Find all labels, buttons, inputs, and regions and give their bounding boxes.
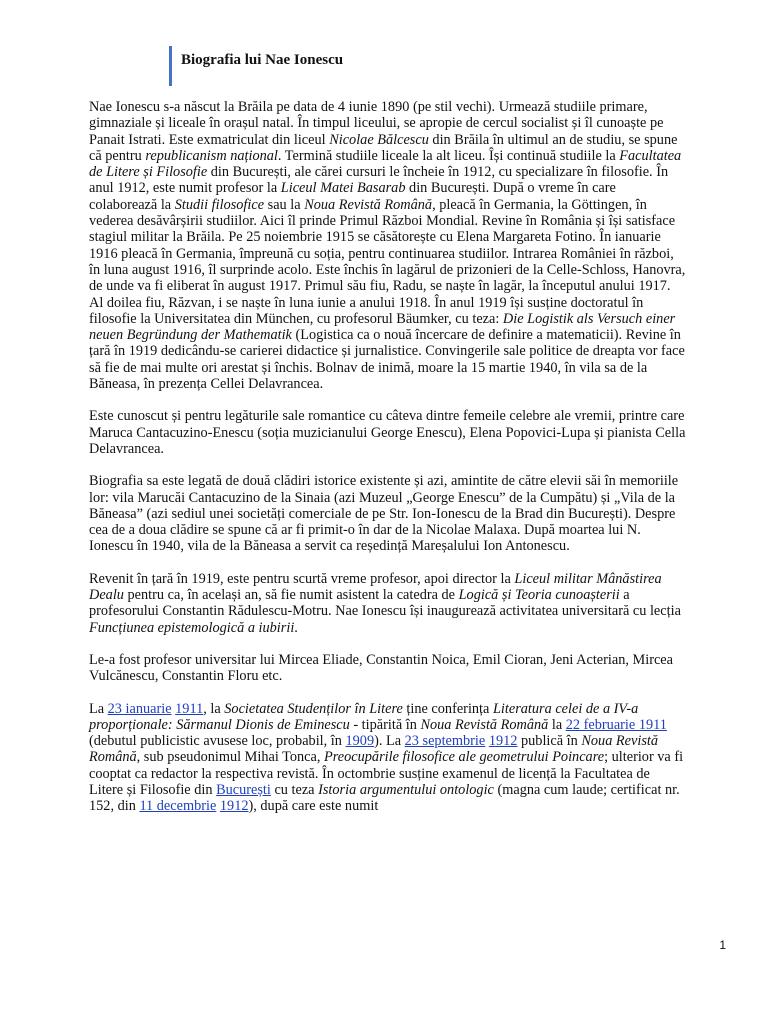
text-run: ). La: [374, 733, 405, 750]
link-23-ianuarie[interactable]: 23 ianuarie: [107, 700, 172, 717]
text-run: pentru ca, în același an, să fie numit asistent la catedra de: [123, 587, 459, 604]
text-run: .: [294, 619, 298, 636]
text-run: Revenit în țară în 1919, este pentru scurtă vreme profesor, apoi director la: [89, 570, 515, 587]
text-run: - tipărită în: [349, 716, 421, 733]
paragraph-biography: [89, 99, 686, 392]
text-run: ține conferința: [402, 700, 493, 717]
text-run: din Brăila în ultimul an de studiu, se spune că pentru: [89, 131, 678, 164]
text-run: cu teza: [270, 781, 319, 798]
italic-run: Literatura celei de a IV-a proporționale: Sărmanul Dionis de Eminescu: [89, 700, 639, 733]
paragraph-students: Le-a fost profesor universitar lui Mircea Eliade, Constantin Noica, Emil Cioran, Jeni Acterian, Mircea Vulcănescu, Constantin Floru etc.: [89, 651, 674, 685]
paragraph-career: [89, 571, 686, 636]
text-run: ), după care este numit: [248, 798, 379, 815]
italic-run: Die Logistik als Versuch einer neuen Begründung der Mathematik: [89, 310, 676, 344]
text-run: (Logistica ca o nouă încercare de definire a matematicii). Revine în țară în 1919 dedicându-se carierei didactice și jurnalistice. Convingerile sale politice de dreapta vor face să fie de mai multe ori arestat și închis. Bolnav de inimă, moare la 15 martie 1940, în vila sa de la Băneasa, în prezența Cellei Delavrancea.: [89, 327, 685, 393]
text-run: la: [548, 716, 566, 733]
italic-run: Noua Revistă Română: [420, 716, 549, 733]
italic-run: Noua Revistă Română: [89, 733, 659, 766]
italic-run: republicanism național: [145, 147, 278, 164]
italic-run: Studii filosofice: [174, 196, 265, 213]
text-run: La: [89, 700, 108, 717]
text-run: (magna cum laude; certificat nr. 152, din: [89, 781, 680, 815]
link-1909[interactable]: 1909: [345, 733, 375, 750]
italic-run: Istoria argumentului ontologic: [318, 781, 494, 798]
text-run: sau la: [264, 196, 305, 213]
italic-run: Facultatea de Litere și Filosofie: [89, 147, 682, 181]
link-1911[interactable]: 1911: [175, 700, 204, 717]
paragraph-romances: Este cunoscut și pentru legăturile sale romantice cu câteva dintre femeile celebre ale vremii, printre care Maruca Cantacuzino-Enescu (soția muzicianului George Enescu), Elena Popovici-Lupa și pianista Cella Delavrancea.: [89, 408, 686, 457]
italic-run: Liceul militar Mânăstirea Dealu: [89, 570, 662, 604]
title-block: [169, 46, 343, 86]
italic-run: Funcțiunea epistemologică a iubirii: [89, 619, 295, 636]
text-run: a profesorului Constantin Rădulescu-Motru. Nae Ionescu își inaugurează activitatea universitară cu lecția: [89, 587, 681, 620]
link-23-septembrie[interactable]: 23 septembrie: [404, 733, 486, 750]
link-bucuresti[interactable]: București: [216, 781, 271, 798]
italic-run: Noua Revistă Română: [304, 196, 433, 213]
page-title: Biografia lui Nae Ionescu: [181, 51, 344, 68]
italic-run: Preocupările filosofice ale geometrului Poincare: [324, 749, 605, 766]
text-run: din București, ale cărei cursuri le încheie în 1912, cu specializare în filosofie. În anul 1912, este numit profesor la: [89, 164, 669, 197]
page-number: 1: [719, 938, 726, 952]
italic-run: Nicolae Bălcescu: [329, 131, 429, 148]
text-run: (debutul publicistic avusese loc, probabil, în: [89, 733, 346, 750]
text-run: publică în: [517, 733, 582, 750]
text-run: , pleacă în Germania, la Göttingen, în vederea desăvârșirii studiilor. Aici îl prinde Primul Război Mondial. Revine în România și își satisface stagiul militar la Brăila. Pe 25 noiembrie 1915 se căsătorește cu Elena Margareta Fotino. În ianuarie 1916 pleacă în Germania, împreună cu soția, pentru continuarea studiilor. Intrarea României în război, în luna august 1916, îl surprinde acolo. Este închis în lagărul de prizonieri de la Celle-Schloss, Hanovra, de unde va fi eliberat în august 1917. Primul său fiu, Radu, se naște în lagăr, la începutul anului 1917. Al doilea fiu, Răzvan, i se naște în luna iunie a anului 1918. În anul 1919 își susține doctoratul în filosofie la Universitatea din München, cu profesorul Bäumker, cu teza:: [89, 196, 686, 327]
link-22-februarie-1911[interactable]: 22 februarie 1911: [565, 716, 667, 733]
link-11-decembrie[interactable]: 11 decembrie: [139, 798, 217, 815]
document-body: [89, 99, 686, 831]
italic-run: Societatea Studenților în Litere: [224, 700, 403, 717]
paragraph-buildings: Biografia sa este legată de două clădiri istorice existente și azi, amintite de către elevii săi în memoriile lor: vila Marucăi Cantacuzino de la Sinaia (azi Muzeul „George Enescu” de la Cumpătu) și „Vila de la Băneasa” (azi sediul unei societăți comerciale de pe Str. Ion-Ionescu de la Brad din București). Despre cea de a doua clădire se spune că ar fi primit-o în dar de la Nicolae Malaxa. După moartea lui N. Ionescu în 1940, vila de la Băneasa a servit ca reședință Mareșalului Ion Antonescu.: [89, 473, 679, 555]
link-1912-b[interactable]: 1912: [219, 798, 249, 815]
text-run: , la: [203, 700, 225, 717]
text-run: , sub pseudonimul Mihai Tonca,: [136, 749, 325, 766]
italic-run: Liceul Matei Basarab: [280, 180, 406, 197]
text-run: ; ulterior va fi cooptat ca redactor la respectiva revistă. În octombrie susține examenul de licență la Facultatea de Litere și Filosofie din: [89, 749, 684, 798]
text-run: Nae Ionescu s-a născut la Brăila pe data de 4 iunie 1890 (pe stil vechi). Urmează studiile primare, gimnaziale și liceale în orașul natal. În timpul liceului, se apropie de cercul socialist și îl cunoaște pe Panait Istrati. Este exmatriculat din liceul: [89, 99, 664, 148]
italic-run: Logică și Teoria cunoașterii: [458, 587, 620, 604]
link-1912[interactable]: 1912: [488, 733, 518, 750]
text-run: din București. După o vreme în care colaborează la: [89, 180, 616, 213]
paragraph-publications: [89, 701, 686, 815]
text-run: . Termină studiile liceale la alt liceu. Își continuă studiile la: [277, 147, 620, 164]
